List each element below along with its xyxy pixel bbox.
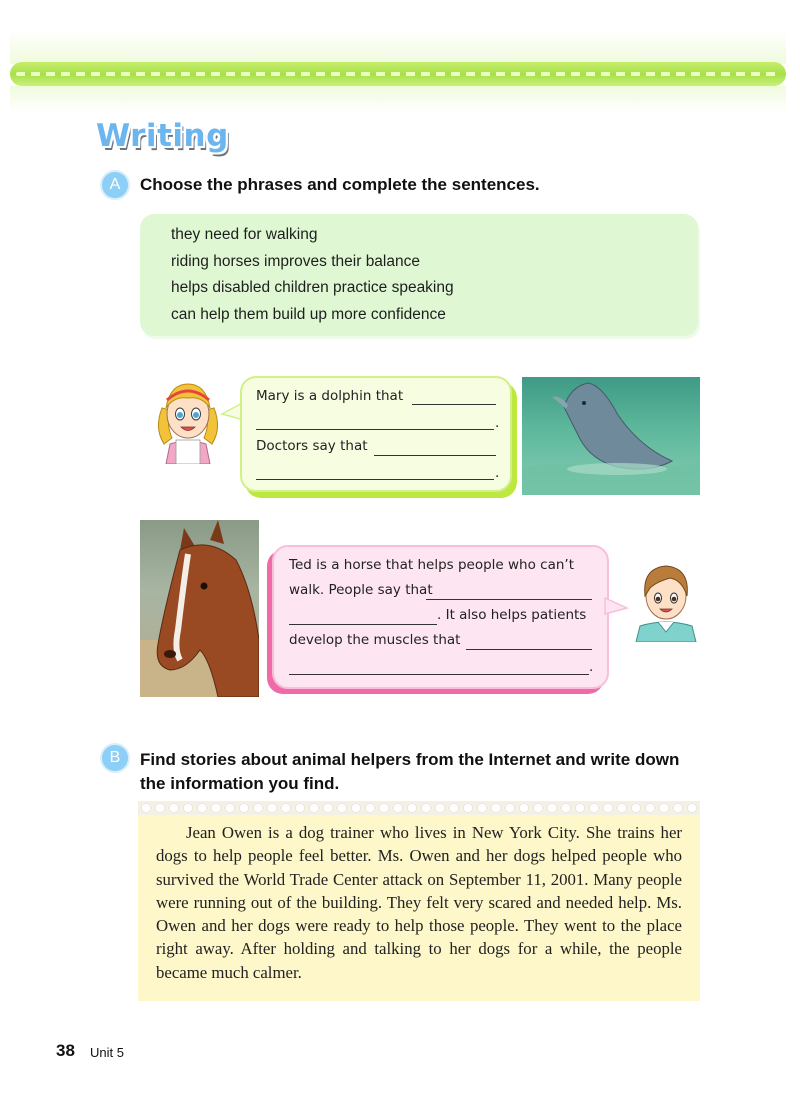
mary-line-4-period: . — [495, 465, 500, 481]
horse-photo — [140, 520, 259, 697]
section-title: Writing — [96, 118, 229, 154]
mary-line-2-period: . — [495, 415, 500, 431]
section-a-instruction: Choose the phrases and complete the sentences. — [140, 175, 540, 194]
blank-line — [289, 674, 589, 675]
ted-line-4: develop the muscles that — [289, 632, 461, 648]
dolphin-photo — [522, 377, 700, 495]
boy-illustration — [630, 562, 702, 642]
ted-bubble-tail — [603, 596, 629, 618]
phrase-item: helps disabled children practice speaking — [171, 279, 454, 296]
blank-line — [412, 404, 496, 405]
section-a-marker: A — [102, 172, 128, 198]
phrase-box — [140, 214, 698, 336]
header-band-fade-lower — [10, 86, 786, 112]
section-b-instruction-line-2: the information you find. — [140, 774, 340, 793]
mary-speech-bubble — [240, 376, 512, 492]
phrase-item: they need for walking — [171, 226, 318, 243]
phrase-item: riding horses improves their balance — [171, 253, 420, 270]
unit-label: Unit 5 — [90, 1045, 124, 1060]
blank-line — [256, 479, 494, 480]
mary-line-3: Doctors say that — [256, 438, 368, 454]
ted-line-1: Ted is a horse that helps people who can’t — [289, 557, 575, 573]
blank-line — [466, 649, 592, 650]
section-b-instruction-line-1: Find stories about animal helpers from the Internet and write down — [140, 750, 680, 769]
header-band-fade — [10, 30, 786, 64]
blank-line — [256, 429, 494, 430]
ted-line-3: . It also helps patients — [437, 607, 587, 623]
page-number: 38 — [56, 1041, 75, 1060]
section-b-marker: B — [102, 745, 128, 771]
mary-line-1: Mary is a dolphin that — [256, 388, 404, 404]
blank-line — [289, 624, 437, 625]
phrase-item: can help them build up more confidence — [171, 306, 446, 323]
girl-illustration — [150, 378, 226, 464]
blank-line — [374, 455, 496, 456]
notepad-binding — [138, 801, 700, 815]
ted-line-2: walk. People say that — [289, 582, 433, 598]
story-notepad — [138, 801, 700, 1001]
ted-speech-bubble — [272, 545, 609, 689]
header-band — [10, 62, 786, 86]
story-text: Jean Owen is a dog trainer who lives in New York City. She trains her dogs to help people feel better. Ms. Owen and her dogs helped people who survived the World Trade Center attack on September 11, 2001. Many people were running out of the building. They felt very scared and needed help. Ms. Owen and her dogs were ready to help those people. They went to the place right away. After holding and talking to her dogs for a while, the people became much calmer. — [156, 823, 682, 982]
blank-line — [426, 599, 592, 600]
ted-line-5-period: . — [589, 659, 594, 675]
